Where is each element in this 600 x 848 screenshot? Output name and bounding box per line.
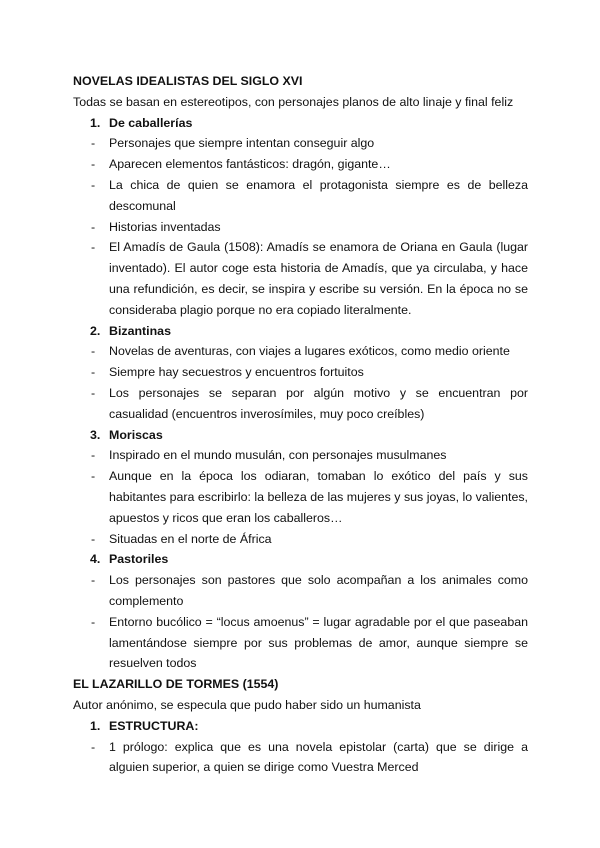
list-item	[73, 529, 528, 550]
subheading-title: De caballerías	[109, 115, 193, 130]
bullet-dash: -	[91, 573, 96, 588]
list-item-text: Entorno bucólico = “locus amoenus” = lugar agradable por el que paseaban lamentándose siempre por sus problemas de amor, aunque siempre se resuelven todos	[109, 614, 528, 671]
list-item-text: La chica de quien se enamora el protagonista siempre es de belleza descomunal	[109, 177, 528, 213]
section-heading: EL LAZARILLO DE TORMES (1554)	[73, 677, 279, 692]
numbered-subheading	[73, 549, 528, 570]
section-intro: Autor anónimo, se especula que pudo haber sido un humanista	[73, 697, 421, 712]
list-item-text: Aparecen elementos fantásticos: dragón, gigante…	[109, 157, 391, 172]
list-item	[73, 445, 528, 466]
list-item	[73, 362, 528, 383]
subheading-title: Pastoriles	[109, 552, 169, 567]
list-item	[73, 154, 528, 175]
bullet-dash: -	[91, 157, 96, 172]
list-item-text: Los personajes son pastores que solo acompañan a los animales como complemento	[109, 573, 528, 608]
list-item-text: Los personajes se separan por algún motivo y se encuentran por casualidad (encuentros inverosímiles, muy poco creíbles)	[109, 385, 528, 421]
subheading-title: Bizantinas	[109, 323, 171, 338]
numbered-subheading	[73, 113, 528, 134]
bullet-dash: -	[91, 385, 96, 400]
subheading-title: Moriscas	[109, 427, 163, 442]
bullet-dash: -	[91, 344, 96, 359]
numbered-subheading	[73, 425, 528, 446]
list-item	[73, 737, 528, 779]
list-item-text: Historias inventadas	[109, 219, 221, 234]
numbered-subheading	[73, 321, 528, 342]
list-item	[73, 341, 528, 362]
list-number: 1.	[90, 115, 101, 130]
list-item-text: Siempre hay secuestros y encuentros fortuitos	[109, 365, 364, 380]
subheading-title: ESTRUCTURA:	[109, 718, 199, 733]
list-number: 3.	[90, 427, 101, 442]
list-number: 4.	[90, 552, 101, 567]
section-heading: NOVELAS IDEALISTAS DEL SIGLO XVI	[73, 74, 303, 88]
section-intro: Todas se basan en estereotipos, con personajes planos de alto linaje y final feliz	[73, 94, 514, 109]
list-item	[73, 612, 528, 674]
bullet-dash: -	[91, 136, 96, 151]
list-item	[73, 217, 528, 238]
document-content	[73, 71, 528, 778]
bullet-dash: -	[91, 739, 96, 754]
list-item-text: 1 prólogo: explica que es una novela epistolar (carta) que se dirige a alguien superior, a quien se dirige como Vuestra Merced	[109, 739, 528, 775]
bullet-dash: -	[91, 219, 96, 234]
list-item	[73, 237, 528, 320]
list-number: 2.	[90, 323, 101, 338]
list-number: 1.	[90, 718, 101, 733]
bullet-dash: -	[91, 240, 96, 255]
bullet-dash: -	[91, 531, 96, 546]
numbered-subheading	[73, 716, 528, 737]
list-item	[73, 466, 528, 528]
bullet-dash: -	[91, 614, 96, 629]
list-item-text: Situadas en el norte de África	[109, 531, 272, 546]
bullet-dash: -	[91, 469, 96, 484]
list-item-text: El Amadís de Gaula (1508): Amadís se enamora de Oriana en Gaula (lugar inventado). El autor coge esta historia de Amadís, que ya circulaba, y hace una refundición, es decir, se inspira y escribe su versión. En la época no se consideraba plagio porque no era copiado literalmente.	[109, 240, 528, 317]
bullet-dash: -	[91, 448, 96, 463]
list-item	[73, 133, 528, 154]
list-item-text: Personajes que siempre intentan conseguir algo	[109, 136, 375, 151]
list-item-text: Aunque en la época los odiaran, tomaban lo exótico del país y sus habitantes para escribirlo: la belleza de las mujeres y sus joyas, lo valientes, apuestos y ricos que eran los caballeros…	[109, 469, 528, 525]
list-item	[73, 383, 528, 425]
bullet-dash: -	[91, 365, 96, 380]
list-item-text: Inspirado en el mundo musulán, con personajes musulmanes	[109, 448, 447, 463]
list-item-text: Novelas de aventuras, con viajes a lugares exóticos, como medio oriente	[109, 344, 510, 359]
bullet-dash: -	[91, 177, 96, 192]
list-item	[73, 570, 528, 612]
list-item	[73, 175, 528, 217]
